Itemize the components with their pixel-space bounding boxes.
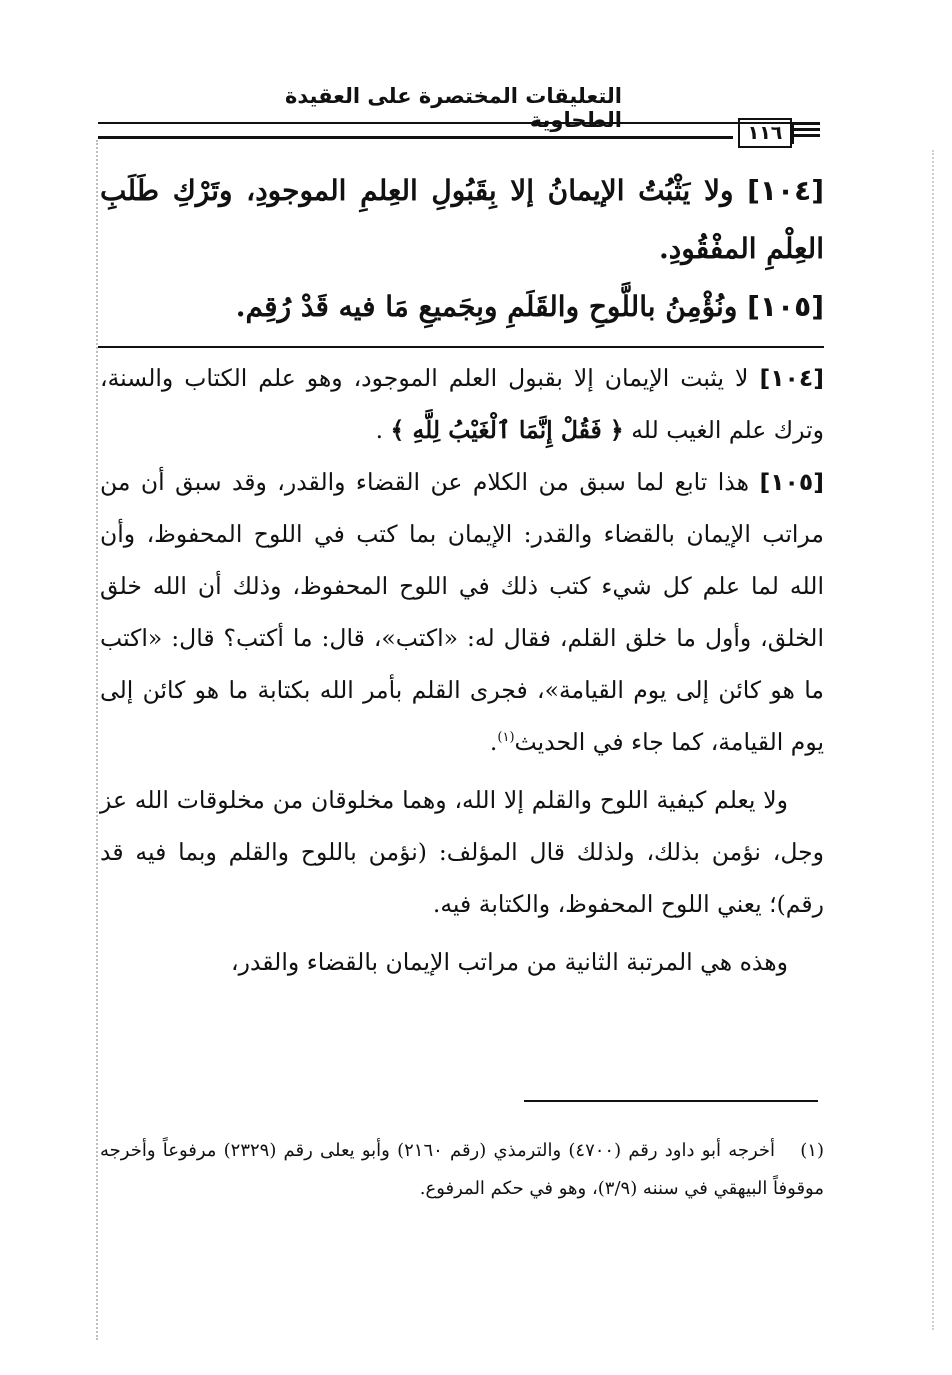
- commentary-text: لا يثبت الإيمان إلا بقبول العلم الموجود، وهو علم الكتاب والسنة، وترك علم الغيب لله: [100, 364, 824, 444]
- quran-verse: ﴿ فَقُلْ إِنَّمَا ٱلْغَيْبُ لِلَّهِ ﴾: [390, 416, 624, 444]
- matn-paragraph: [100, 278, 824, 336]
- footnote-divider: [524, 1100, 818, 1102]
- scan-margin-mark: [932, 150, 934, 1330]
- commentary-text: .: [375, 416, 384, 444]
- commentary-text: هذا تابع لما سبق من الكلام عن القضاء والقدر، وقد سبق أن من مراتب الإيمان بالقضاء والقدر: الإيمان بما كتب في اللوح المحفوظ، وأن الله لما علم كل شيء كتب ذلك في اللوح المحفوظ، وذلك أن الله خلق الخلق، وأول ما خلق القلم، فقال له: «اكتب»، قال: ما أكتب؟ قال: «اكتب ما هو كائن إلى يوم القيامة»، فجرى القلم بأمر الله بكتابة ما هو كائن إلى يوم القيامة، كما جاء في الحديث: [100, 468, 824, 756]
- matn-section: [100, 162, 824, 336]
- page-number-text: ١١٦: [747, 121, 783, 144]
- page-number: [738, 118, 792, 148]
- matn-number: [١٠٤]: [747, 174, 824, 207]
- matn-text: ونُؤْمِنُ باللَّوحِ والقَلَمِ وبِجَميعِ مَا فيه قَدْ رُقِم.: [235, 290, 738, 323]
- header-rule: [98, 122, 818, 124]
- commentary-number: [١٠٤]: [759, 364, 824, 392]
- header-ornament: [794, 122, 820, 138]
- commentary-paragraph: [100, 456, 824, 768]
- scan-margin-mark: [96, 140, 98, 1340]
- commentary-paragraph: ولا يعلم كيفية اللوح والقلم إلا الله، وهما مخلوقان من مخلوقات الله عز وجل، نؤمن بذلك، ولذلك قال المؤلف: (نؤمن باللوح والقلم وبما فيه قد رقم)؛ يعني اللوح المحفوظ، والكتابة فيه.: [100, 786, 824, 918]
- footnotes-section: [100, 1132, 824, 1208]
- commentary-section: [100, 352, 824, 988]
- footnote-number: (١): [800, 1140, 824, 1161]
- footnote-item: [100, 1132, 824, 1208]
- matn-paragraph: [100, 162, 824, 278]
- commentary-number: [١٠٥]: [759, 468, 824, 496]
- matn-number: [١٠٥]: [747, 290, 824, 323]
- commentary-paragraph: [100, 352, 824, 456]
- header-rule: [98, 136, 733, 139]
- commentary-paragraph: وهذه هي المرتبة الثانية من مراتب الإيمان بالقضاء والقدر،: [231, 948, 788, 976]
- footnote-reference[interactable]: (١): [497, 730, 515, 746]
- running-title: التعليقات المختصرة على العقيدة الطحاوية: [284, 84, 622, 132]
- matn-text: ولا يَثْبُتُ الإيمانُ إلا بِقَبُولِ العِلمِ الموجودِ، وتَرْكِ طَلَبِ العِلْمِ المفْقُودِ.: [100, 174, 824, 265]
- footnote-text: أخرجه أبو داود رقم (٤٧٠٠) والترمذي (رقم ٢١٦٠) وأبو يعلى رقم (٢٣٢٩) مرفوعاً وأخرجه موقوفاً البيهقي في سننه (٣/٩)، وهو في حكم المرفوع.: [100, 1140, 824, 1199]
- commentary-text: .: [489, 728, 498, 756]
- section-divider: [98, 346, 824, 348]
